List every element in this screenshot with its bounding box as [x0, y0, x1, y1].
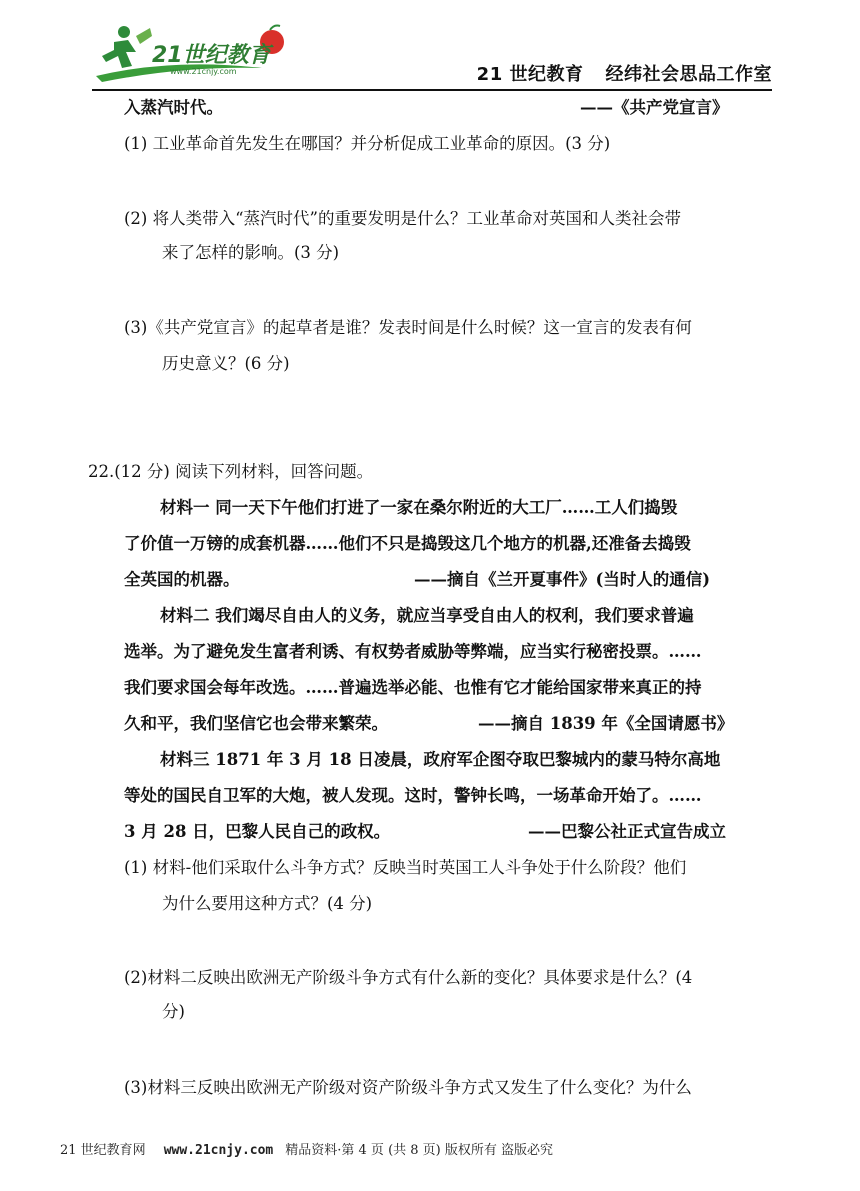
question-line: (2)材料二反映出欧洲无产阶级斗争方式有什么新的变化？具体要求是什么？(4: [124, 968, 693, 987]
question-line: 来了怎样的影响。(3 分): [162, 243, 340, 262]
question-line: (3)材料三反映出欧洲无产阶级对资产阶级斗争方式又发生了什么变化？为什么: [124, 1078, 692, 1097]
question-line: (1) 材料-他们采取什么斗争方式？反映当时英国工人斗争处于什么阶段？他们: [124, 858, 687, 877]
material-line: 材料一 同一天下午他们打进了一家在桑尔附近的大工厂……工人们捣毁: [160, 498, 678, 517]
header-divider: [92, 89, 772, 91]
material-source: ——摘自《兰开夏事件》(当时人的通信): [414, 570, 711, 589]
header-title: [477, 60, 772, 86]
material-line: 等处的国民自卫军的大炮，被人发现。这时，警钟长鸣，一场革命开始了。……: [124, 786, 702, 805]
site-logo[interactable]: [92, 22, 292, 86]
material-line: 3 月 28 日，巴黎人民自己的政权。: [124, 822, 391, 841]
question-heading: 22.(12 分) 阅读下列材料，回答问题。: [88, 462, 374, 481]
material-line: 材料二 我们竭尽自由人的义务，就应当享受自由人的权利，我们要求普遍: [160, 606, 694, 625]
material-source: ——巴黎公社正式宣告成立: [528, 822, 726, 841]
material-line: 选举。为了避免发生富者利诱、有权势者威胁等弊端，应当实行秘密投票。……: [124, 642, 702, 661]
material-line: 全英国的机器。: [124, 570, 240, 589]
quote-source: ——《共产党宣言》: [580, 98, 729, 117]
page-header: [0, 0, 860, 92]
material-line: 了价值一万镑的成套机器……他们不只是捣毁这几个地方的机器,还准备去捣毁: [124, 534, 691, 553]
question-line: (2) 将人类带入“蒸汽时代”的重要发明是什么？工业革命对英国和人类社会带: [124, 209, 681, 228]
material-line: 材料三 1871 年 3 月 18 日凌晨，政府军企图夺取巴黎城内的蒙马特尔高地: [160, 750, 721, 769]
footer-org: 21 世纪教育网: [60, 1143, 146, 1158]
question-line: (3)《共产党宣言》的起草者是谁？发表时间是什么时候？这一宣言的发表有何: [124, 318, 692, 337]
footer-site-link[interactable]: www.21cnjy.com: [163, 1143, 274, 1158]
footer-page-info: 精品资料·第 4 页 (共 8 页) 版权所有 盗版必究: [285, 1143, 554, 1158]
text-line: 入蒸汽时代。: [124, 98, 223, 117]
question-line: (1) 工业革命首先发生在哪国？并分析促成工业革命的原因。(3 分): [124, 134, 611, 153]
logo-graphic: [92, 22, 292, 86]
material-line: 久和平，我们坚信它也会带来繁荣。: [124, 714, 388, 733]
question-line: 分): [162, 1002, 185, 1021]
org-name: 21 世纪教育: [476, 64, 584, 85]
studio-name: 经纬社会思品工作室: [605, 64, 772, 85]
page-footer: [60, 1139, 553, 1158]
logo-text: 21世纪教育: [152, 43, 271, 68]
logo-url: www.21cnjy.com: [170, 67, 237, 76]
material-line: 我们要求国会每年改选。……普遍选举必能、也惟有它才能给国家带来真正的持: [124, 678, 702, 697]
question-line: 历史意义？(6 分): [162, 354, 290, 373]
material-source: ——摘自 1839 年《全国请愿书》: [478, 714, 734, 733]
question-line: 为什么要用这种方式？(4 分): [162, 894, 373, 913]
